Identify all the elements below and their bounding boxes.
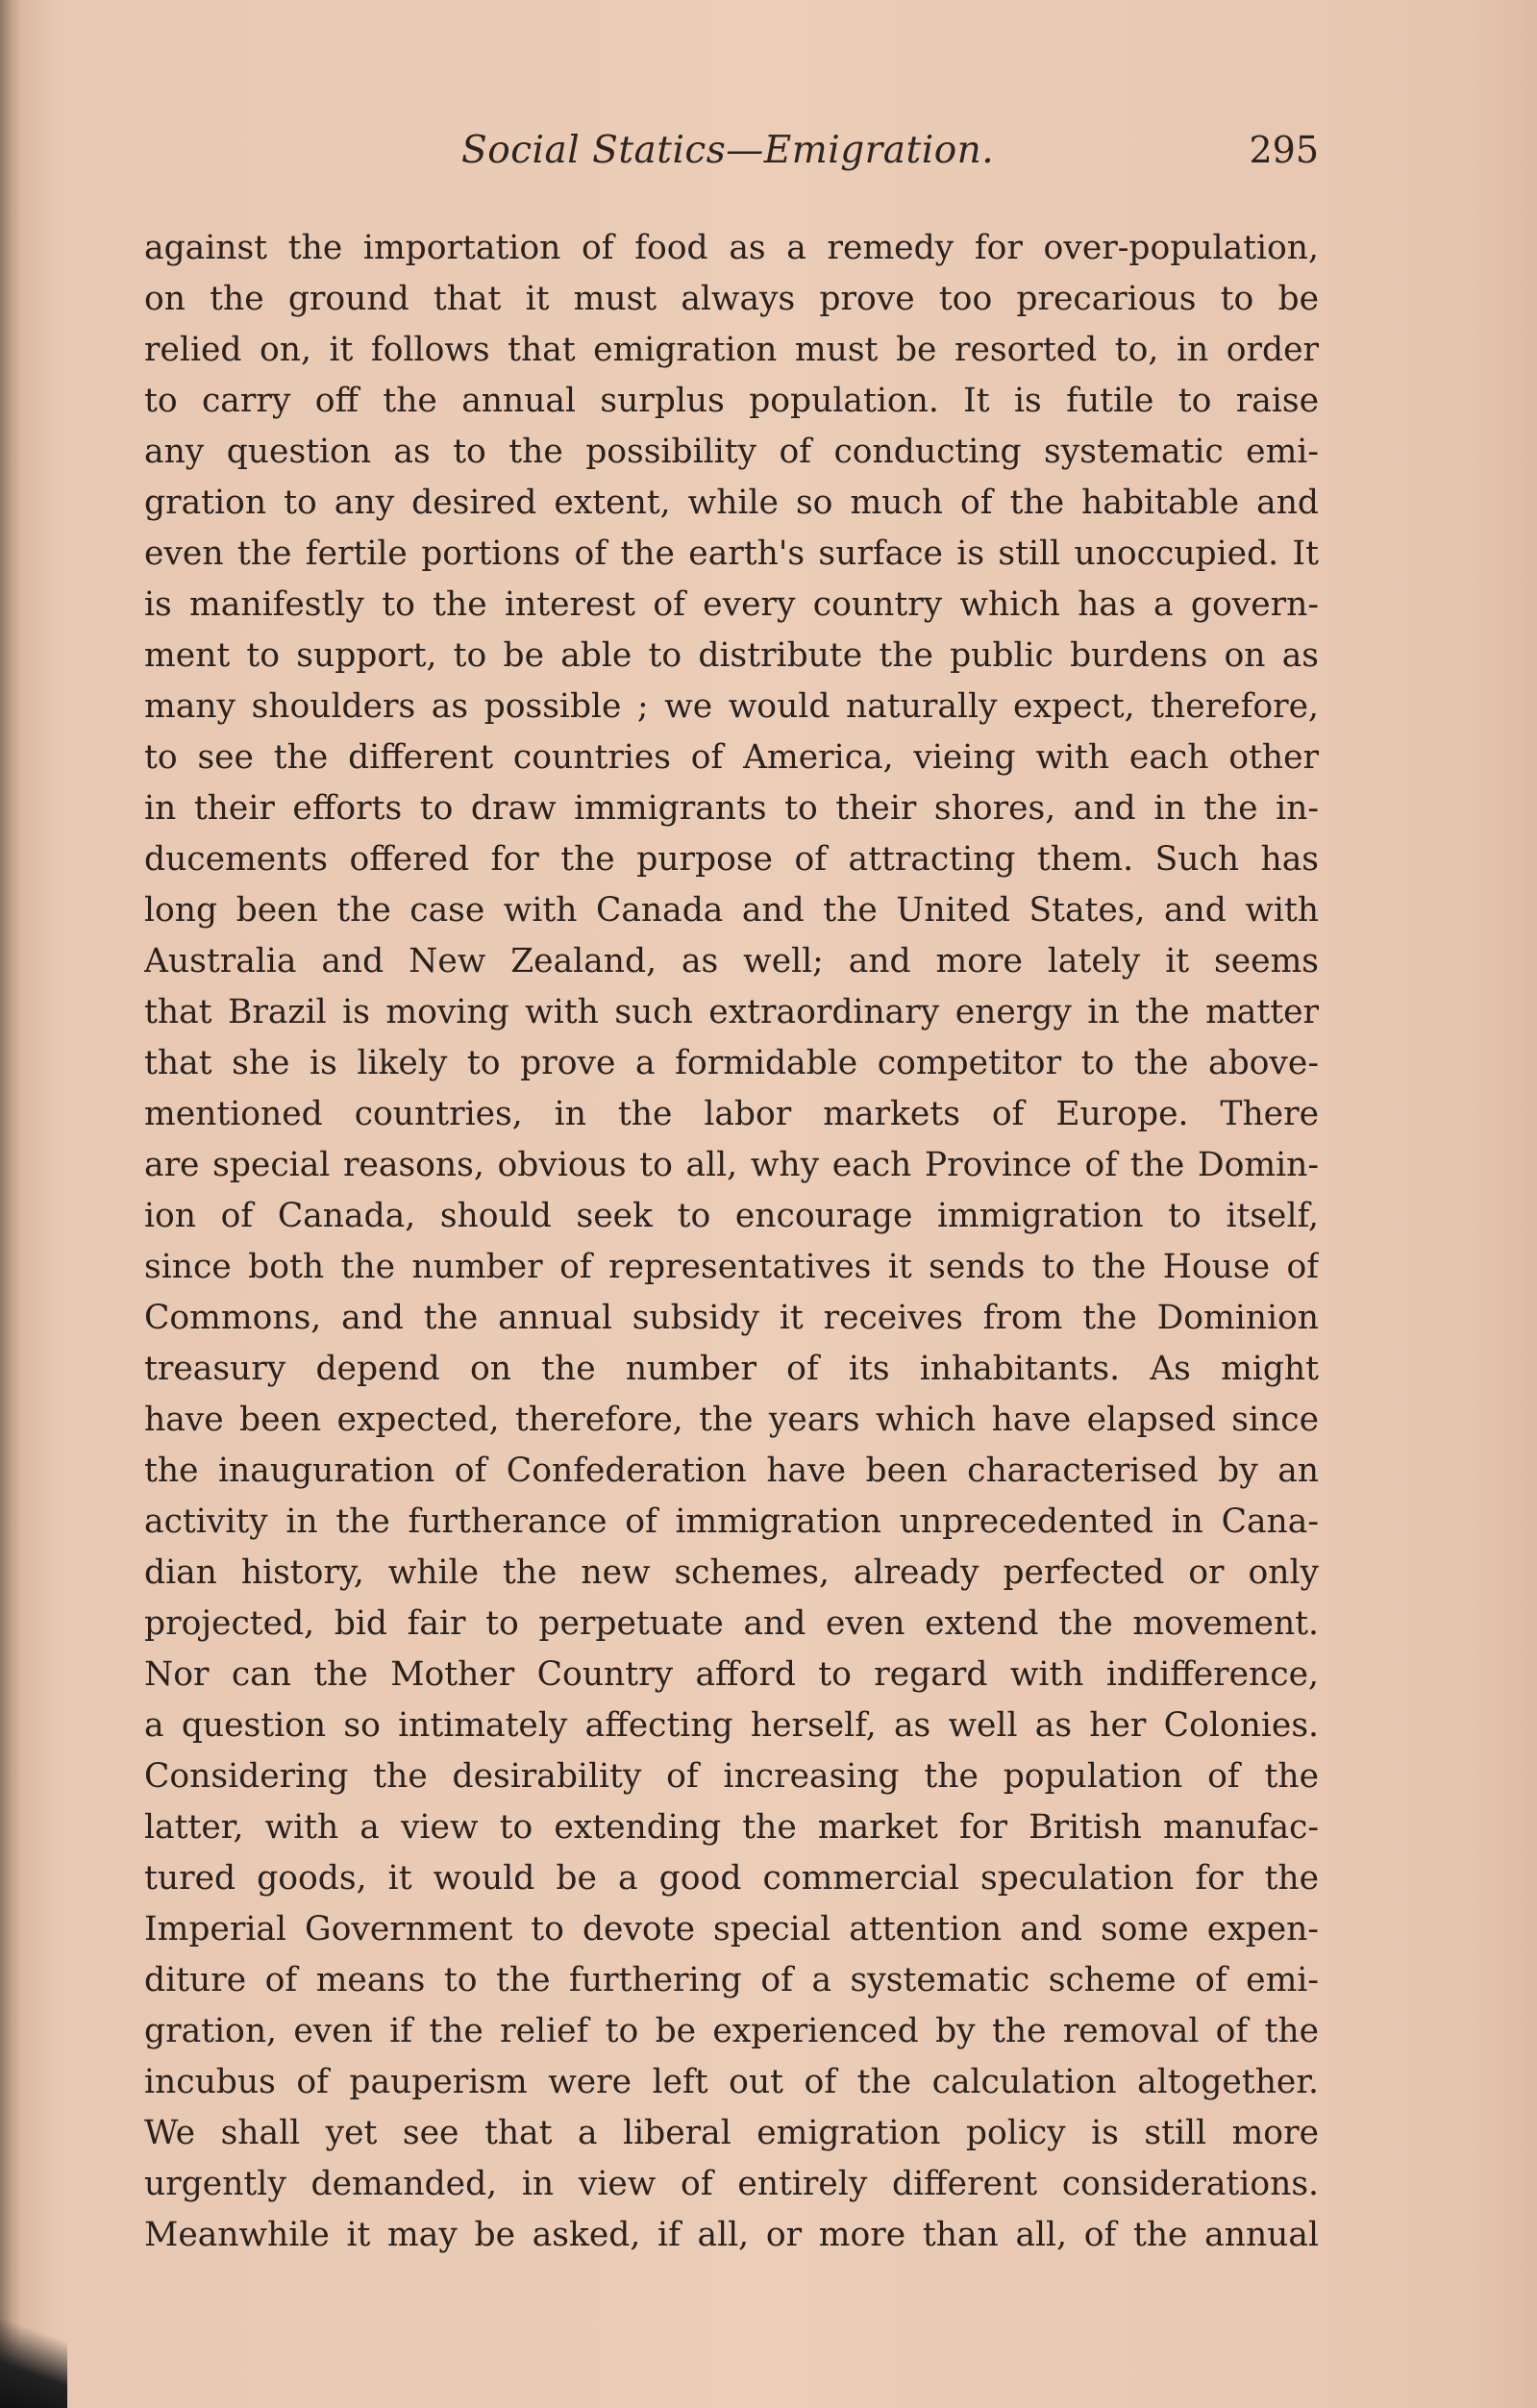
text-line: Considering the desirability of increasing the population of the	[144, 1757, 1319, 1796]
text-line: Australia and New Zealand, as well; and more lately it seems	[144, 942, 1319, 981]
page-corner-shadow	[0, 2302, 67, 2408]
text-line: ducements offered for the purpose of attracting them. Such has	[144, 840, 1319, 879]
text-line: Nor can the Mother Country afford to regard with indifference,	[144, 1655, 1319, 1694]
text-line: diture of means to the furthering of a systematic scheme of emi-	[144, 1961, 1319, 1999]
text-line: ment to support, to be able to distribute the public burdens on as	[144, 636, 1319, 675]
text-line: Commons, and the annual subsidy it receives from the Dominion	[144, 1299, 1319, 1337]
binding-gutter-shadow	[0, 0, 21, 2408]
text-line: mentioned countries, in the labor markets of Europe. There	[144, 1095, 1319, 1133]
text-line: Imperial Government to devote special attention and some expen-	[144, 1910, 1319, 1949]
text-line: gration to any desired extent, while so much of the habitable and	[144, 484, 1319, 522]
text-line: We shall yet see that a liberal emigration policy is still more	[144, 2114, 1319, 2152]
text-line: on the ground that it must always prove too precarious to be	[144, 280, 1319, 318]
text-line: even the fertile portions of the earth's surface is still unoccupied. It	[144, 534, 1319, 573]
running-header	[144, 123, 1319, 181]
text-line: against the importation of food as a remedy for over-population,	[144, 229, 1319, 267]
text-line: long been the case with Canada and the United States, and with	[144, 891, 1319, 930]
text-line: relied on, it follows that emigration must be resorted to, in order	[144, 331, 1319, 369]
text-line: is manifestly to the interest of every country which has a govern-	[144, 585, 1319, 624]
text-line: latter, with a view to extending the market for British manufac-	[144, 1808, 1319, 1847]
text-line: in their efforts to draw immigrants to their shores, and in the in-	[144, 789, 1319, 828]
text-line: any question as to the possibility of conducting systematic emi-	[144, 433, 1319, 471]
text-line: ion of Canada, should seek to encourage immigration to itself,	[144, 1197, 1319, 1235]
text-line: Meanwhile it may be asked, if all, or more than all, of the annual	[144, 2216, 1319, 2254]
running-title: Social Statics—Emigration.	[461, 129, 995, 172]
body-paragraph	[144, 223, 1319, 2261]
text-line: incubus of pauperism were left out of the calculation altogether.	[144, 2063, 1319, 2101]
text-line: to carry off the annual surplus population. It is futile to raise	[144, 382, 1319, 420]
text-line: projected, bid fair to perpetuate and even extend the movement.	[144, 1604, 1319, 1643]
text-line: gration, even if the relief to be experienced by the removal of the	[144, 2012, 1319, 2050]
text-line: to see the different countries of America, vieing with each other	[144, 738, 1319, 777]
text-line: the inauguration of Confederation have been characterised by an	[144, 1452, 1319, 1490]
text-line: a question so intimately affecting herself, as well as her Colonies.	[144, 1706, 1319, 1745]
text-line: treasury depend on the number of its inhabitants. As might	[144, 1350, 1319, 1388]
text-line: that she is likely to prove a formidable competitor to the above-	[144, 1044, 1319, 1082]
text-line: activity in the furtherance of immigration unprecedented in Cana-	[144, 1502, 1319, 1541]
page-number: 295	[1249, 129, 1319, 171]
text-line: urgently demanded, in view of entirely different considerations.	[144, 2165, 1319, 2203]
text-line: many shoulders as possible ; we would naturally expect, therefore,	[144, 687, 1319, 726]
text-line: that Brazil is moving with such extraordinary energy in the matter	[144, 993, 1319, 1031]
text-line: have been expected, therefore, the years which have elapsed since	[144, 1401, 1319, 1439]
text-line: are special reasons, obvious to all, why each Province of the Domin-	[144, 1146, 1319, 1184]
text-line: since both the number of representatives it sends to the House of	[144, 1248, 1319, 1286]
text-line: dian history, while the new schemes, already perfected or only	[144, 1553, 1319, 1592]
text-line: tured goods, it would be a good commercial speculation for the	[144, 1859, 1319, 1898]
